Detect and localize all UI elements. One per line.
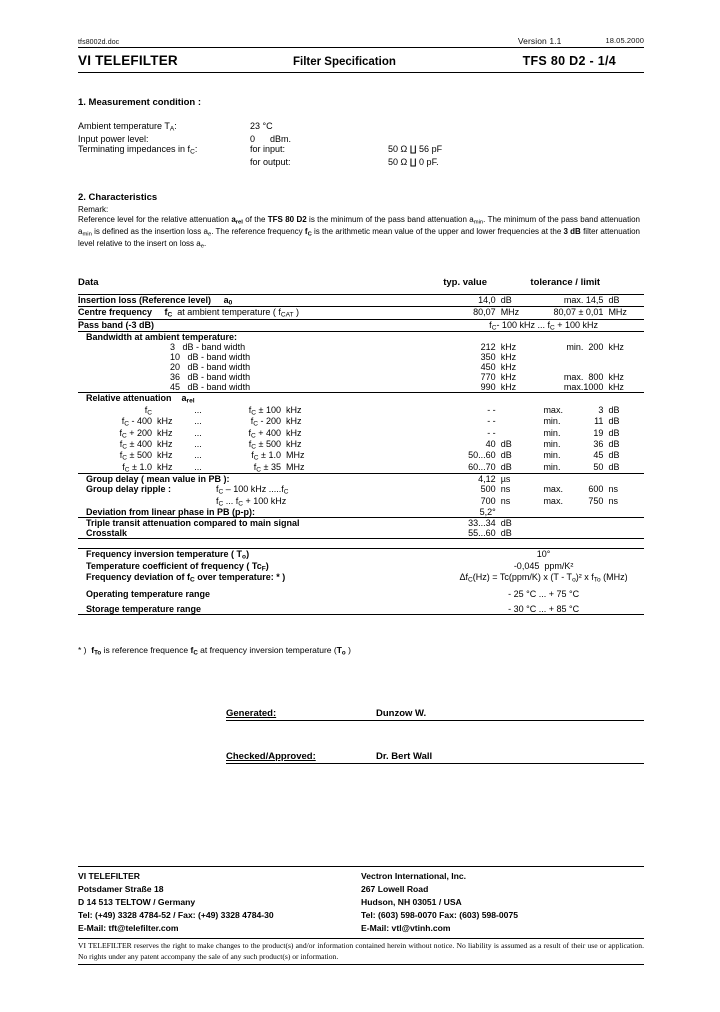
typ-unit: kHz bbox=[500, 372, 517, 383]
tolerance-unit: kHz bbox=[608, 372, 624, 383]
frequency-range: $f_C$ ... $f_C \pm 100$ kHz bbox=[144, 404, 302, 417]
typ-value: 770 bbox=[480, 372, 496, 383]
tolerance-unit: kHz bbox=[608, 342, 624, 353]
tolerance-unit: dB bbox=[603, 294, 644, 306]
typ-unit: ns bbox=[500, 495, 511, 506]
address-germany bbox=[78, 870, 361, 935]
tolerance-value: min. 50 bbox=[530, 462, 603, 474]
signature-name: Dunzow W. bbox=[376, 707, 427, 719]
address-line: Hudson, NH 03051 / USA bbox=[361, 897, 462, 908]
document-version: Version 1.1 bbox=[517, 36, 562, 46]
tolerance-unit: dB bbox=[608, 416, 620, 427]
signature-block bbox=[78, 708, 644, 764]
table-header-row bbox=[78, 277, 644, 295]
typ-value: 500 bbox=[480, 484, 496, 495]
typ-unit bbox=[496, 416, 531, 427]
typ-unit bbox=[496, 428, 531, 439]
frequency-range: $f_C + 200$ kHz ... $f_C + 400$ kHz bbox=[119, 427, 302, 440]
condition-row bbox=[78, 144, 442, 156]
typ-value: 990 bbox=[443, 382, 496, 393]
tolerance-unit: dB bbox=[603, 462, 644, 474]
value: - 25 °C ... + 75 °C bbox=[508, 588, 580, 599]
typ-unit: dB bbox=[500, 450, 512, 461]
tolerance-value: min. 19 bbox=[543, 427, 604, 438]
condition-value: 23 °C bbox=[250, 121, 273, 132]
table-row bbox=[78, 428, 644, 439]
tolerance-value: min. 36 bbox=[543, 439, 604, 450]
address-block bbox=[78, 867, 644, 935]
frequency-range: $f_C \pm 500$ kHz ... $f_C \pm 1.0$ MHz bbox=[119, 450, 305, 462]
row-pass-band bbox=[78, 319, 644, 331]
tolerance-unit: MHz bbox=[603, 307, 644, 319]
signature-row-generated bbox=[226, 708, 644, 721]
row-bandwidth-heading bbox=[78, 332, 644, 343]
table-row bbox=[78, 450, 644, 461]
condition-row bbox=[78, 133, 442, 144]
typ-unit: dB bbox=[500, 439, 512, 450]
pass-band-value: $f_C-$ 100 kHz ... $f_C + 100$ kHz bbox=[443, 319, 644, 331]
typ-unit: kHz bbox=[500, 342, 517, 353]
row-label: 10 dB - band width bbox=[170, 352, 251, 363]
row-label: $f_C$ ... $f_C + 100$ kHz bbox=[216, 495, 287, 508]
row-label: 45 dB - band width bbox=[78, 382, 443, 393]
row-label: Crosstalk bbox=[78, 528, 443, 539]
address-line: VI TELEFILTER bbox=[78, 871, 140, 881]
characteristics-table bbox=[78, 277, 644, 615]
typ-unit: dB bbox=[496, 462, 531, 474]
row-label: Temperature coefficient of frequency ( $Tc_F$) bbox=[86, 560, 269, 573]
value: - 30 °C ... + 85 °C bbox=[443, 604, 644, 615]
frequency-range: $f_C - 400$ kHz ... $f_C - 200$ kHz bbox=[121, 416, 302, 428]
row-label: 36 dB - band width bbox=[170, 372, 251, 383]
footnote: * ) $f_{To}$ is reference frequence $f_C$ at frequency inversion temperature ($T_o$ ) bbox=[78, 644, 351, 656]
tolerance-value: max. 600 bbox=[543, 484, 604, 495]
typ-unit: µs bbox=[500, 474, 511, 485]
typ-unit: MHz bbox=[496, 307, 531, 319]
col-header-tolerance: tolerance / limit bbox=[530, 277, 644, 295]
value: -0,045 ppm/K² bbox=[513, 560, 574, 571]
section-1-heading: 1. Measurement condition : bbox=[78, 97, 201, 108]
address-line: Tel: (+49) 3328 4784-52 / Fax: (+49) 3328 4784-30 bbox=[78, 910, 274, 921]
row-group-delay-ripple bbox=[78, 484, 644, 495]
address-email[interactable]: E-Mail: vtl@vtinh.com bbox=[361, 923, 451, 934]
signature-name: Dr. Bert Wall bbox=[376, 750, 433, 762]
tolerance-value: max. 800 bbox=[563, 372, 604, 383]
row-label: 3 dB - band width bbox=[170, 342, 246, 353]
condition-label: Terminating impedances in $f_C$: bbox=[78, 144, 198, 156]
legal-disclaimer: VI TELEFILTER reserves the right to make changes to the product(s) and/or information contained herein without notice. No liability is assumed as a result of their use or application. No rights under any patent accompany the sale of any such product(s) or information. bbox=[78, 938, 644, 962]
typ-value: - - bbox=[487, 427, 496, 438]
tolerance-value bbox=[530, 352, 603, 362]
tolerance-unit: ns bbox=[608, 484, 618, 495]
typ-unit: kHz bbox=[496, 382, 531, 393]
table-row bbox=[78, 462, 644, 474]
document-type: Filter Specification bbox=[293, 56, 396, 68]
typ-unit: dB bbox=[500, 518, 512, 529]
row-insertion-loss bbox=[78, 294, 644, 306]
typ-value: 4,12 bbox=[478, 474, 496, 485]
row-label: Deviation from linear phase in PB (p-p): bbox=[78, 507, 443, 518]
table-row bbox=[78, 416, 644, 427]
row-operating-range bbox=[78, 589, 644, 599]
tolerance-value: max. 14,5 bbox=[530, 294, 603, 306]
col-header-typ: typ. value bbox=[443, 277, 530, 295]
address-line: 267 Lowell Road bbox=[361, 884, 429, 895]
tolerance-value: max. 750 bbox=[543, 495, 604, 506]
table-row bbox=[78, 496, 644, 507]
row-group-delay bbox=[78, 474, 644, 485]
tolerance-unit: dB bbox=[608, 439, 620, 450]
typ-unit: dB bbox=[496, 528, 531, 539]
formula: $\Delta f_C(Hz) = Tc(ppm/K)$ x $(T - T_o)^2$ x $f_{To}$ (MHz) bbox=[459, 572, 628, 584]
typ-value: - - bbox=[487, 416, 496, 427]
typ-unit: kHz bbox=[500, 352, 517, 363]
meta-right-group bbox=[518, 36, 644, 46]
typ-value: 350 bbox=[480, 352, 496, 363]
condition-row bbox=[78, 156, 442, 168]
tolerance-value: min. 200 bbox=[566, 342, 604, 353]
tolerance-value: max.1000 bbox=[530, 382, 603, 393]
relative-attenuation-label: Relative attenuation $a_{rel}$ bbox=[86, 393, 195, 405]
row-label: Centre frequency $f_C$ at ambient temperature ( $f_{CAT}$ ) bbox=[78, 307, 443, 319]
signature-row-approved bbox=[226, 751, 644, 764]
remark-text: Reference level for the relative attenuation $a_{rel}$ of the TFS 80 D2 is the minimum of the pass band attenuation $a_{min}$. The minimum of the pass band attenuation $a_{min}$ is defined as the insertion loss $a_e$. The reference frequency $f_C$ is the arithmetic mean value of the upper and lower frequencies at the 3 dB filter attenuation level relative to the insert on loss $a_e$. bbox=[78, 215, 640, 250]
table-row bbox=[78, 372, 644, 382]
row-label: Triple transit attenuation compared to main signal bbox=[86, 518, 300, 529]
table-row bbox=[78, 405, 644, 416]
row-frequency-deviation bbox=[78, 572, 644, 583]
row-storage-range bbox=[78, 604, 644, 615]
address-email[interactable]: E-Mail: tft@telefilter.com bbox=[78, 923, 179, 934]
typ-value: 5,2° bbox=[443, 507, 496, 518]
tolerance-value: min. 11 bbox=[543, 416, 604, 427]
document-body bbox=[78, 36, 644, 764]
typ-value: 700 bbox=[480, 495, 496, 506]
address-line: Potsdamer Straße 18 bbox=[78, 884, 164, 895]
section-2-heading: 2. Characteristics bbox=[78, 192, 158, 203]
condition-label: Input power level: bbox=[78, 133, 149, 144]
document-footer bbox=[78, 866, 644, 965]
typ-value: 40 bbox=[485, 439, 496, 450]
row-label: Insertion loss (Reference level) $a_0$ bbox=[78, 294, 443, 306]
document-title-bar bbox=[78, 48, 644, 73]
measurement-conditions-table bbox=[78, 121, 442, 168]
condition-port: for output: bbox=[250, 156, 291, 167]
table-row bbox=[78, 342, 644, 352]
condition-port: for input: bbox=[250, 144, 286, 155]
row-temp-coefficient bbox=[78, 561, 644, 572]
typ-value: 14,0 bbox=[443, 294, 496, 306]
part-number: TFS 80 D2 - 1/4 bbox=[522, 54, 616, 68]
row-crosstalk bbox=[78, 528, 644, 539]
table-row bbox=[78, 439, 644, 450]
typ-unit bbox=[496, 405, 531, 416]
footer-bottom-rule bbox=[78, 964, 644, 965]
tolerance-unit: ns bbox=[608, 495, 618, 506]
typ-value: 80,07 bbox=[443, 307, 496, 319]
row-label: Storage temperature range bbox=[78, 604, 443, 615]
typ-unit: ns bbox=[500, 484, 511, 495]
spacer-row bbox=[78, 539, 644, 549]
typ-unit: kHz bbox=[500, 362, 517, 373]
typ-value: 450 bbox=[480, 362, 496, 373]
typ-value: 55...60 bbox=[443, 528, 496, 539]
remark-label: Remark: bbox=[78, 205, 109, 214]
signature-role: Generated: bbox=[226, 707, 277, 719]
document-meta-bar bbox=[78, 36, 644, 48]
row-inversion-temperature bbox=[78, 549, 644, 561]
table-row bbox=[78, 362, 644, 372]
row-label: Frequency inversion temperature ( $T_o$) bbox=[78, 549, 443, 561]
address-usa bbox=[361, 870, 644, 935]
condition-label: Ambient temperature $T_A$: bbox=[78, 121, 177, 133]
tolerance-value: 80,07 ± 0,01 bbox=[530, 307, 603, 319]
condition-impedance: 50 Ω ∐ 56 pF bbox=[388, 144, 443, 155]
row-label: Group delay ( mean value in PB ): bbox=[86, 474, 230, 485]
document-date: 18.05.2000 bbox=[605, 36, 644, 45]
tolerance-unit: kHz bbox=[603, 382, 644, 393]
tolerance-unit: dB bbox=[608, 450, 620, 461]
tolerance-unit: dB bbox=[608, 404, 620, 415]
tolerance-unit bbox=[603, 362, 644, 372]
address-line: Vectron International, Inc. bbox=[361, 871, 467, 881]
row-centre-frequency bbox=[78, 307, 644, 319]
address-line: Tel: (603) 598-0070 Fax: (603) 598-0075 bbox=[361, 910, 519, 921]
company-name: VI TELEFILTER bbox=[78, 53, 178, 68]
condition-impedance: 50 Ω ∐ 0 pF. bbox=[388, 156, 439, 167]
row-relative-attenuation-heading bbox=[78, 393, 644, 405]
row-phase-deviation bbox=[78, 507, 644, 518]
bandwidth-label: Bandwidth at ambient temperature: bbox=[86, 332, 238, 343]
table-row bbox=[78, 352, 644, 362]
row-label: Operating temperature range bbox=[86, 588, 211, 599]
typ-value: 33...34 bbox=[468, 518, 496, 529]
address-line: D 14 513 TELTOW / Germany bbox=[78, 897, 196, 908]
row-label: Group delay ripple : $f_C - 100$ kHz $.....f_C$ bbox=[86, 484, 289, 496]
row-label: Frequency deviation of $f_C$ over temperature: * ) bbox=[86, 572, 286, 584]
signature-role: Checked/Approved: bbox=[226, 750, 316, 762]
table-row bbox=[78, 382, 644, 393]
condition-row bbox=[78, 121, 442, 133]
tolerance-value: max. 3 bbox=[543, 404, 604, 415]
typ-value: - - bbox=[487, 404, 496, 415]
tolerance-unit bbox=[603, 352, 644, 362]
frequency-range: $f_C \pm 1.0$ kHz ... $f_C \pm 35$ MHz bbox=[78, 462, 443, 474]
typ-value: 212 bbox=[480, 342, 496, 353]
tolerance-value: min. 45 bbox=[543, 450, 604, 461]
source-filename: tfs8002d.doc bbox=[78, 39, 120, 46]
tolerance-unit: dB bbox=[608, 427, 620, 438]
value: 10° bbox=[443, 549, 644, 561]
typ-value: 50...60 bbox=[468, 450, 496, 461]
typ-unit: dB bbox=[496, 294, 531, 306]
row-triple-transit bbox=[78, 518, 644, 529]
typ-value: 60...70 bbox=[443, 462, 496, 474]
row-label: 20 dB - band width bbox=[170, 362, 251, 373]
tolerance-value bbox=[530, 362, 603, 372]
condition-value: 0 dBm. bbox=[250, 133, 292, 144]
row-label: Pass band (-3 dB) bbox=[78, 319, 443, 331]
col-header-data: Data bbox=[78, 277, 443, 295]
frequency-range: $f_C \pm 400$ kHz ... $f_C \pm 500$ kHz bbox=[119, 439, 302, 451]
